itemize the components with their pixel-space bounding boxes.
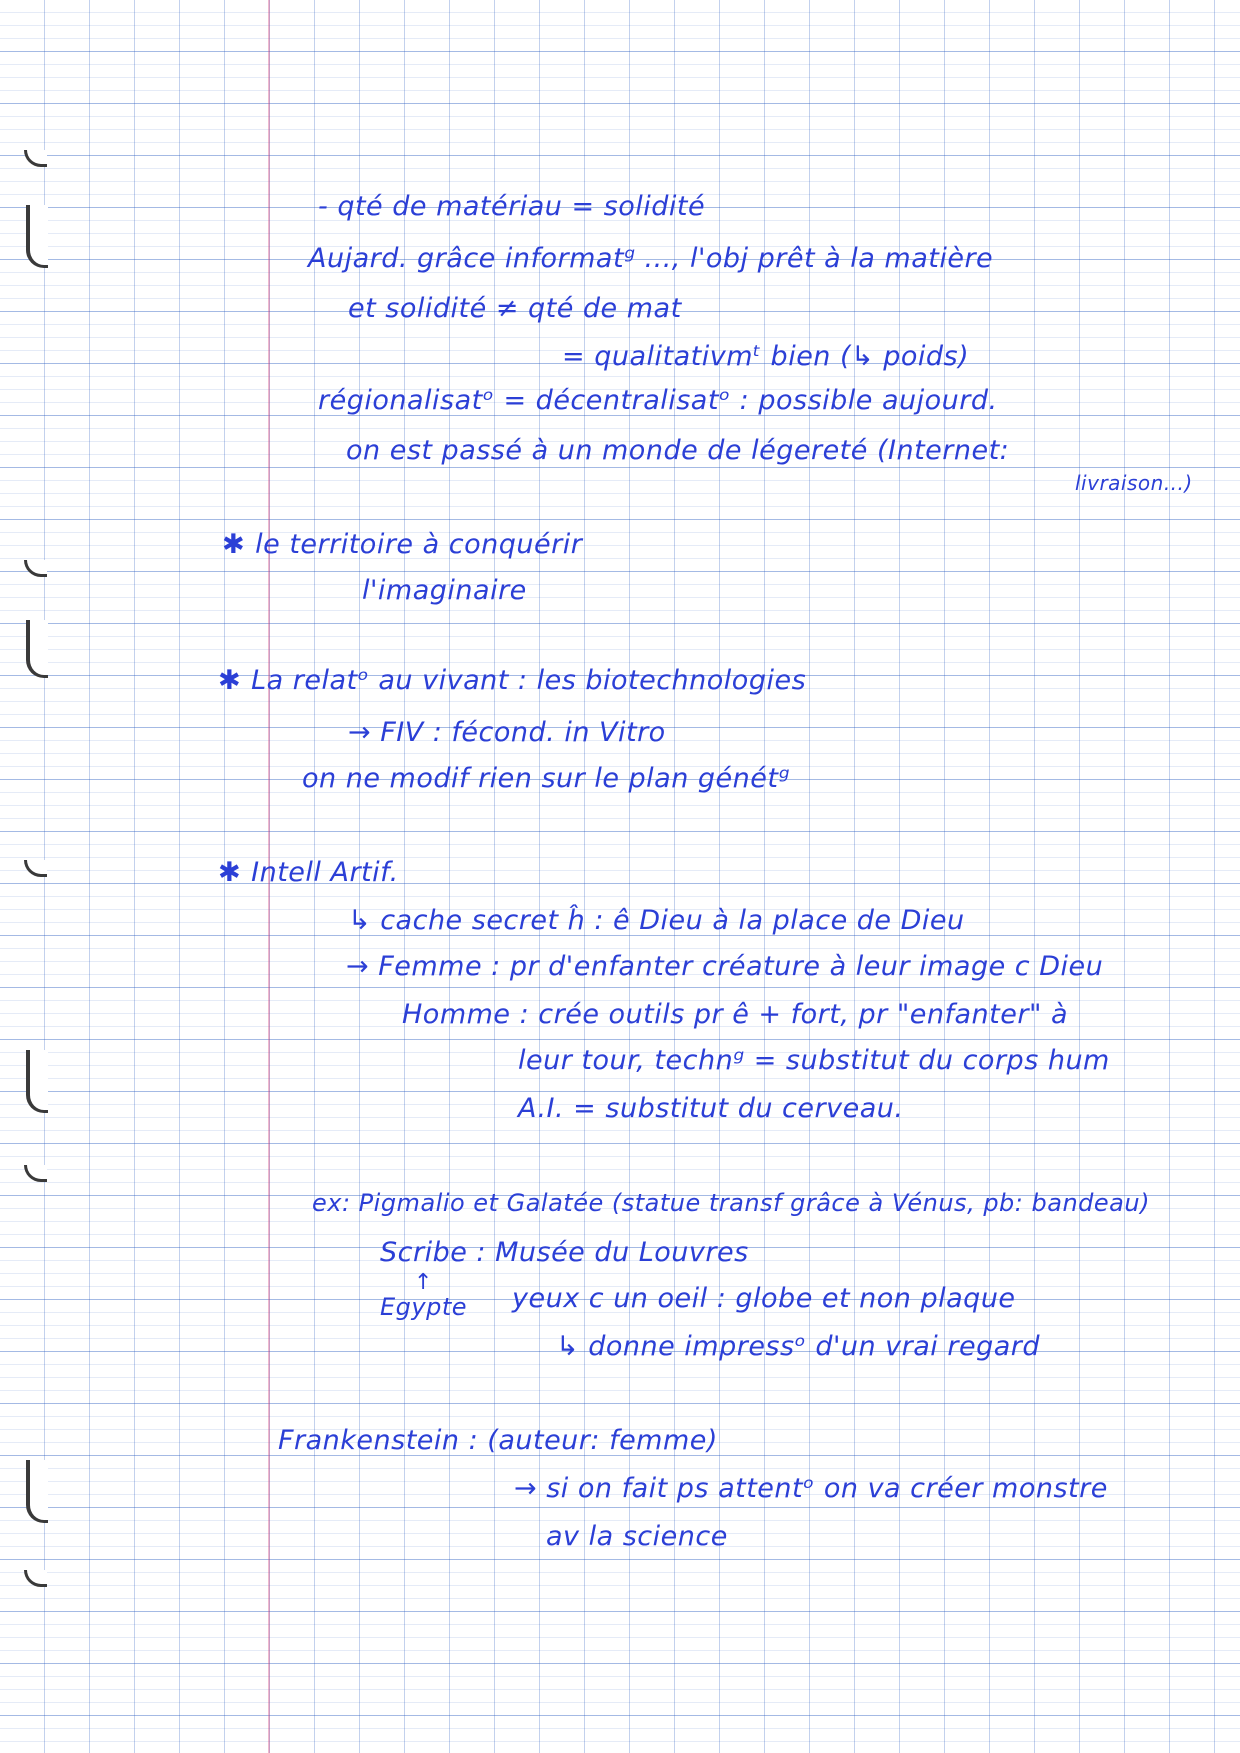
note-line-starred: ✱ le territoire à conquérir	[222, 529, 583, 560]
note-line: ↑	[414, 1270, 433, 1295]
note-line: av la science	[546, 1521, 728, 1552]
note-line: Homme : crée outils pr ê + fort, pr "enfanter" à	[402, 999, 1068, 1030]
note-line: A.I. = substitut du cerveau.	[518, 1093, 904, 1124]
star-bullet-icon: ✱	[222, 529, 246, 560]
note-line: régionalisatᵒ = décentralisatᵒ : possible aujourd.	[318, 385, 998, 416]
note-line-starred: ✱ Intell Artif.	[218, 857, 399, 888]
note-line: leur tour, technᵍ = substitut du corps hum	[518, 1045, 1110, 1076]
note-line: Egypte	[380, 1293, 468, 1321]
note-line: l'imaginaire	[362, 575, 527, 606]
note-line: yeux c un oeil : globe et non plaque	[512, 1283, 1016, 1314]
note-line: livraison...)	[1075, 471, 1193, 495]
note-line: et solidité ≠ qté de mat	[348, 293, 682, 324]
star-bullet-icon: ✱	[218, 665, 242, 696]
note-line-starred: ✱ La relatᵒ au vivant : les biotechnologies	[218, 665, 807, 696]
note-line: → Femme : pr d'enfanter créature à leur image c Dieu	[346, 951, 1104, 982]
note-line: ↳ cache secret ĥ : ê Dieu à la place de Dieu	[348, 905, 965, 936]
note-line: Aujard. grâce informatᵍ ..., l'obj prêt à la matière	[308, 243, 994, 274]
note-line: Scribe : Musée du Louvres	[380, 1237, 749, 1268]
note-line: Frankenstein : (auteur: femme)	[278, 1425, 718, 1456]
note-line: - qté de matériau = solidité	[318, 191, 706, 222]
note-line: = qualitativmᵗ bien (↳ poids)	[562, 341, 970, 372]
note-line: on est passé à un monde de légereté (Internet:	[346, 435, 1010, 466]
star-bullet-icon: ✱	[218, 857, 242, 888]
note-line: ex: Pigmalio et Galatée (statue transf grâce à Vénus, pb: bandeau)	[312, 1189, 1150, 1217]
note-line: on ne modif rien sur le plan génétᵍ	[302, 763, 790, 794]
note-line: → si on fait ps attentᵒ on va créer monstre	[514, 1473, 1108, 1504]
note-line: ↳ donne impressᵒ d'un vrai regard	[556, 1331, 1041, 1362]
note-line: → FIV : fécond. in Vitro	[348, 717, 666, 748]
